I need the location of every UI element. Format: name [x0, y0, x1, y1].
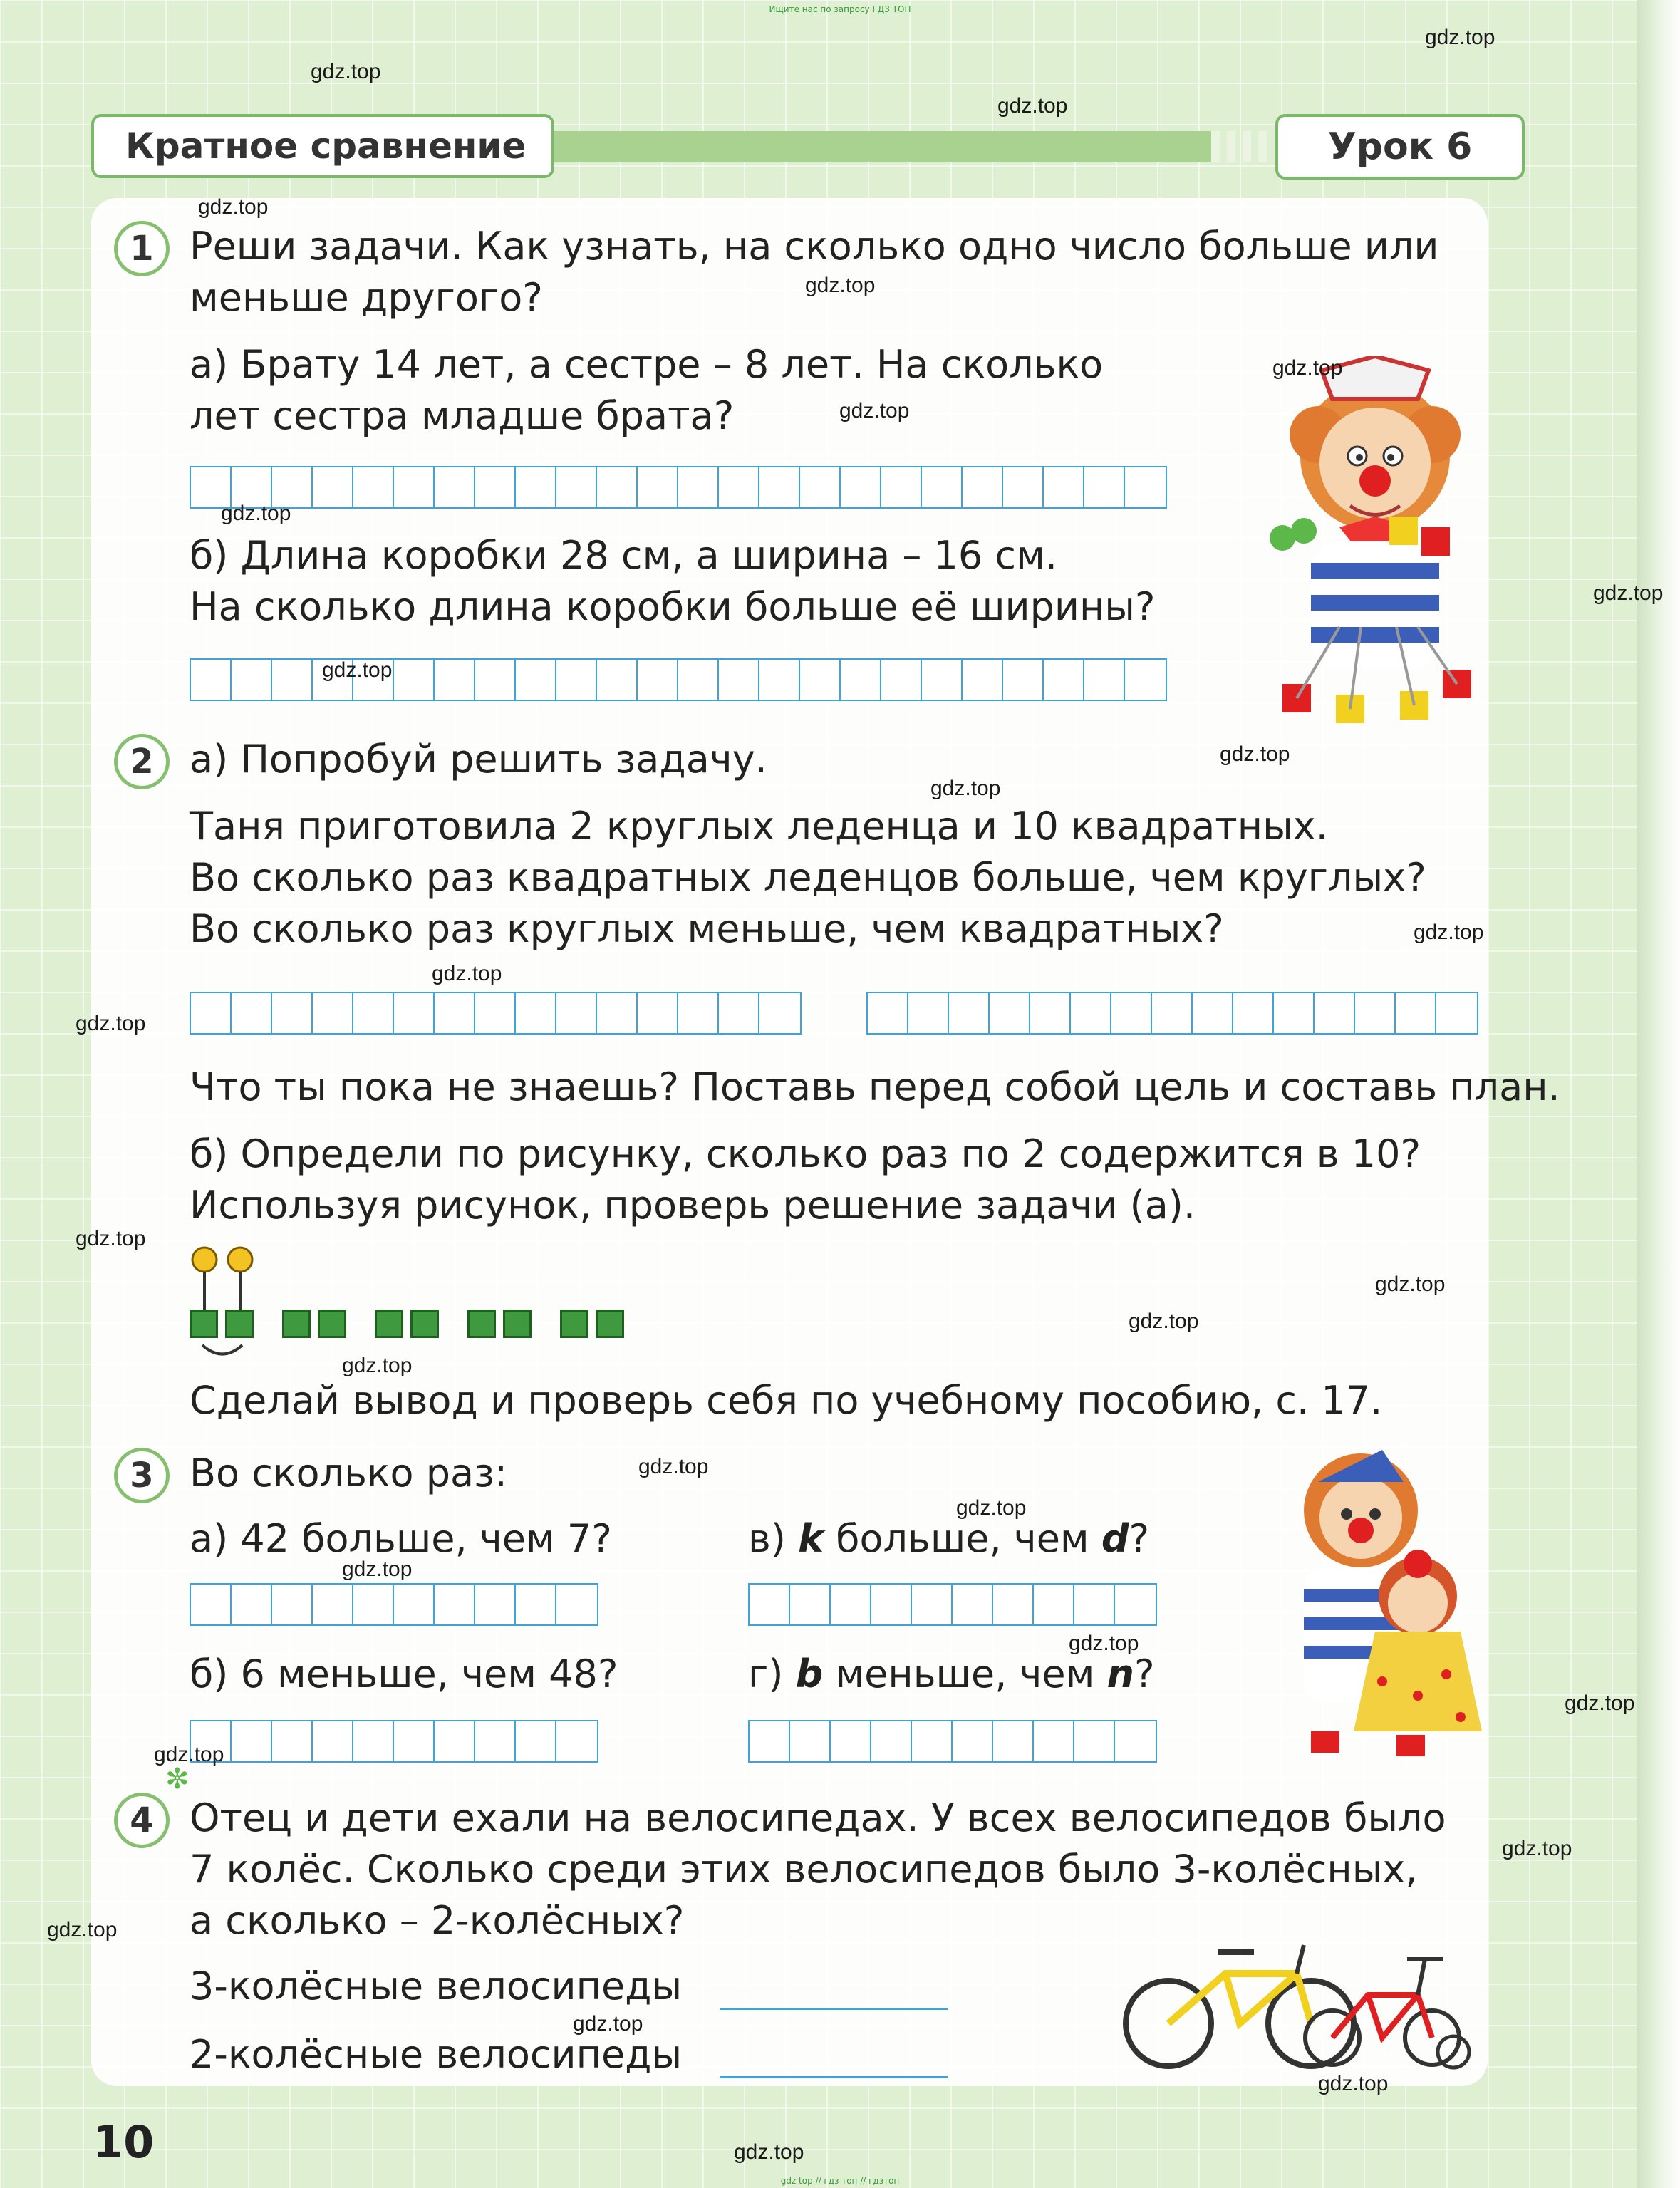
- header-stripe: [1243, 131, 1251, 162]
- page-spine: [1637, 0, 1680, 2188]
- watermark: gdz.top: [1502, 1837, 1572, 1860]
- task-number: 2: [114, 734, 170, 789]
- answer-cell[interactable]: [191, 660, 232, 700]
- answer-cell[interactable]: [871, 1585, 912, 1624]
- bicycles-illustration: [1119, 1909, 1489, 2080]
- answer-cell[interactable]: [790, 1585, 831, 1624]
- watermark: gdz.top: [76, 1227, 146, 1250]
- task1-a-text: лет сестра младше брата?: [190, 393, 735, 438]
- task-number: 4: [114, 1793, 170, 1848]
- answer-cell[interactable]: [719, 467, 759, 507]
- square-candy: [596, 1310, 624, 1338]
- answer-grid[interactable]: [190, 1720, 598, 1763]
- star-icon: ✼: [165, 1763, 190, 1795]
- answer-cell[interactable]: [1084, 467, 1125, 507]
- task2-conclusion: Сделай вывод и проверь себя по учебному пособию, с. 17.: [190, 1378, 1383, 1423]
- answer-cell[interactable]: [394, 993, 435, 1033]
- answer-cell[interactable]: [1274, 993, 1315, 1033]
- square-candy: [410, 1310, 439, 1338]
- task4-text: 7 колёс. Сколько среди этих велосипедов было 3-колёсных,: [190, 1847, 1418, 1892]
- task3-title: Во сколько раз:: [190, 1451, 508, 1495]
- answer-cell[interactable]: [1193, 993, 1233, 1033]
- answer-cell[interactable]: [313, 1585, 353, 1624]
- watermark: gdz.top: [930, 777, 1001, 800]
- header-stripe: [1258, 131, 1267, 162]
- answer-cell[interactable]: [922, 660, 963, 700]
- answer-label-two-wheel: 2-колёсные велосипеды: [190, 2032, 683, 2077]
- answer-cell[interactable]: [394, 467, 435, 507]
- watermark: gdz.top: [839, 399, 910, 422]
- watermark: gdz.top: [1414, 921, 1484, 944]
- answer-cell[interactable]: [908, 993, 949, 1033]
- answer-cell[interactable]: [719, 993, 759, 1033]
- topic-title: Кратное сравнение: [91, 114, 554, 178]
- answer-cell[interactable]: [516, 467, 556, 507]
- answer-cell[interactable]: [516, 660, 556, 700]
- answer-cell[interactable]: [759, 660, 800, 700]
- answer-cell[interactable]: [353, 1585, 394, 1624]
- answer-cell[interactable]: [1115, 1585, 1156, 1624]
- answer-cell[interactable]: [1034, 1585, 1074, 1624]
- answer-line[interactable]: [720, 2008, 948, 2010]
- watermark: gdz.top: [805, 274, 876, 297]
- task1-text: Реши задачи. Как узнать, на сколько одно число больше или: [190, 224, 1439, 269]
- answer-cell[interactable]: [313, 1721, 353, 1761]
- answer-cell[interactable]: [516, 1585, 556, 1624]
- answer-cell[interactable]: [881, 467, 922, 507]
- answer-cell[interactable]: [678, 660, 719, 700]
- answer-cell[interactable]: [475, 660, 516, 700]
- answer-cell[interactable]: [953, 1585, 993, 1624]
- watermark: gdz.top: [638, 1455, 709, 1478]
- watermark: gdz.top: [573, 2012, 643, 2036]
- answer-cell[interactable]: [831, 1721, 871, 1761]
- task1-b-text: На сколько длина коробки больше её ширины?: [190, 584, 1156, 629]
- task2-b-text: б) Определи по рисунку, сколько раз по 2 содержится в 10?: [190, 1131, 1421, 1176]
- task3-a: а) 42 больше, чем 7?: [190, 1516, 612, 1561]
- bottom-watermark: gdz top // гдз топ // гдзтоп: [780, 2176, 900, 2186]
- watermark: gdz.top: [1220, 742, 1290, 766]
- answer-cell[interactable]: [963, 660, 1003, 700]
- task2-goal-text: Что ты пока не знаешь? Поставь перед собой цель и составь план.: [190, 1064, 1560, 1109]
- answer-cell[interactable]: [597, 660, 638, 700]
- answer-cell[interactable]: [1115, 1721, 1156, 1761]
- answer-cell[interactable]: [841, 660, 881, 700]
- answer-grid[interactable]: [748, 1583, 1157, 1626]
- answer-cell[interactable]: [435, 660, 475, 700]
- watermark: gdz.top: [1129, 1310, 1199, 1333]
- answer-cell[interactable]: [871, 1721, 912, 1761]
- task3-b: б) 6 меньше, чем 48?: [190, 1652, 618, 1696]
- watermark: gdz.top: [1593, 581, 1664, 605]
- answer-cell[interactable]: [1030, 993, 1071, 1033]
- answer-cell[interactable]: [516, 993, 556, 1033]
- square-candy: [375, 1310, 403, 1338]
- answer-cell[interactable]: [435, 467, 475, 507]
- answer-cell[interactable]: [912, 1585, 953, 1624]
- answer-cell[interactable]: [1355, 993, 1396, 1033]
- answer-grid[interactable]: [866, 992, 1478, 1035]
- answer-cell[interactable]: [272, 1585, 313, 1624]
- square-candy: [503, 1310, 532, 1338]
- watermark: gdz.top: [198, 195, 269, 219]
- round-candies: [187, 1245, 258, 1359]
- task3-v: в) k больше, чем d?: [748, 1516, 1150, 1561]
- answer-cell[interactable]: [1044, 660, 1084, 700]
- answer-cell[interactable]: [1125, 660, 1166, 700]
- watermark: gdz.top: [76, 1012, 146, 1035]
- answer-cell[interactable]: [475, 1721, 516, 1761]
- variable-b: b: [795, 1652, 824, 1696]
- answer-cell[interactable]: [922, 467, 963, 507]
- answer-cell[interactable]: [638, 467, 678, 507]
- watermark: gdz.top: [342, 1354, 413, 1377]
- watermark: gdz.top: [956, 1496, 1027, 1520]
- answer-line[interactable]: [720, 2076, 948, 2078]
- answer-cell[interactable]: [949, 993, 990, 1033]
- answer-cell[interactable]: [912, 1721, 953, 1761]
- task4-text: Отец и дети ехали на велосипедах. У всех велосипедов было: [190, 1795, 1446, 1840]
- answer-cell[interactable]: [475, 1585, 516, 1624]
- watermark: gdz.top: [997, 94, 1068, 118]
- answer-cell[interactable]: [191, 993, 232, 1033]
- variable-n: n: [1106, 1652, 1134, 1696]
- watermark: gdz.top: [734, 2140, 804, 2164]
- answer-cell[interactable]: [868, 993, 908, 1033]
- answer-cell[interactable]: [678, 467, 719, 507]
- answer-cell[interactable]: [232, 993, 272, 1033]
- answer-cell[interactable]: [475, 467, 516, 507]
- answer-cell[interactable]: [1003, 467, 1044, 507]
- answer-cell[interactable]: [1074, 1721, 1115, 1761]
- answer-cell[interactable]: [435, 993, 475, 1033]
- lesson-label: Урок 6: [1275, 114, 1525, 180]
- header-stripe: [1227, 131, 1235, 162]
- watermark: gdz.top: [1425, 26, 1495, 49]
- answer-cell[interactable]: [556, 1721, 597, 1761]
- answer-label-three-wheel: 3-колёсные велосипеды: [190, 1964, 683, 2008]
- answer-cell[interactable]: [1396, 993, 1436, 1033]
- watermark: gdz.top: [311, 60, 381, 83]
- answer-grid[interactable]: [190, 992, 802, 1035]
- answer-cell[interactable]: [790, 1721, 831, 1761]
- answer-cell[interactable]: [191, 1585, 232, 1624]
- answer-cell[interactable]: [750, 1721, 790, 1761]
- answer-cell[interactable]: [1436, 993, 1477, 1033]
- answer-cell[interactable]: [1074, 1585, 1115, 1624]
- answer-cell[interactable]: [1125, 467, 1166, 507]
- answer-cell[interactable]: [993, 1721, 1034, 1761]
- watermark: gdz.top: [1318, 2072, 1389, 2095]
- task-number: 1: [114, 221, 170, 276]
- square-candy: [282, 1310, 311, 1338]
- watermark: gdz.top: [1069, 1632, 1139, 1655]
- task1-text: меньше другого?: [190, 275, 543, 320]
- answer-cell[interactable]: [394, 1721, 435, 1761]
- answer-cell[interactable]: [394, 1585, 435, 1624]
- answer-cell[interactable]: [597, 467, 638, 507]
- answer-cell[interactable]: [556, 660, 597, 700]
- answer-cell[interactable]: [1003, 660, 1044, 700]
- watermark: gdz.top: [221, 502, 291, 525]
- watermark: gdz.top: [1375, 1272, 1446, 1296]
- task3-g: г) b меньше, чем n?: [748, 1652, 1155, 1696]
- answer-cell[interactable]: [394, 660, 435, 700]
- watermark: gdz.top: [322, 658, 393, 682]
- answer-cell[interactable]: [1034, 1721, 1074, 1761]
- task2-text: Во сколько раз квадратных леденцов больше, чем круглых?: [190, 855, 1426, 900]
- watermark: gdz.top: [1565, 1691, 1635, 1715]
- square-candy: [190, 1310, 218, 1338]
- task4-text: а сколько – 2-колёсных?: [190, 1898, 685, 1943]
- answer-cell[interactable]: [353, 1721, 394, 1761]
- square-candy: [560, 1310, 588, 1338]
- answer-cell[interactable]: [759, 467, 800, 507]
- square-candy: [467, 1310, 496, 1338]
- answer-cell[interactable]: [272, 993, 313, 1033]
- answer-cell[interactable]: [638, 660, 678, 700]
- task1-a-text: а) Брату 14 лет, а сестре – 8 лет. На сколько: [190, 342, 1104, 387]
- answer-cell[interactable]: [272, 660, 313, 700]
- answer-cell[interactable]: [232, 1721, 272, 1761]
- answer-cell[interactable]: [313, 467, 353, 507]
- answer-cell[interactable]: [232, 660, 272, 700]
- answer-cell[interactable]: [831, 1585, 871, 1624]
- page-number: 10: [93, 2116, 155, 2168]
- task-number: 3: [114, 1448, 170, 1503]
- answer-cell[interactable]: [516, 1721, 556, 1761]
- header-bar: [549, 131, 1211, 162]
- answer-cell[interactable]: [1044, 467, 1084, 507]
- answer-cell[interactable]: [435, 1585, 475, 1624]
- answer-grid[interactable]: [748, 1720, 1157, 1763]
- answer-cell[interactable]: [759, 993, 800, 1033]
- answer-cell[interactable]: [556, 467, 597, 507]
- top-watermark: Ищите нас по запросу ГДЗ ТОП: [769, 4, 911, 14]
- answer-grid[interactable]: [190, 466, 1167, 509]
- answer-cell[interactable]: [953, 1721, 993, 1761]
- watermark: gdz.top: [432, 962, 502, 985]
- answer-grid[interactable]: [190, 1583, 598, 1626]
- answer-cell[interactable]: [556, 993, 597, 1033]
- answer-cell[interactable]: [1071, 993, 1111, 1033]
- answer-cell[interactable]: [800, 467, 841, 507]
- answer-cell[interactable]: [719, 660, 759, 700]
- watermark: gdz.top: [1272, 356, 1343, 380]
- answer-cell[interactable]: [1152, 993, 1193, 1033]
- answer-cell[interactable]: [963, 467, 1003, 507]
- clown-illustration: [1254, 356, 1496, 734]
- answer-cell[interactable]: [1084, 660, 1125, 700]
- watermark: gdz.top: [342, 1557, 413, 1581]
- answer-cell[interactable]: [272, 1721, 313, 1761]
- answer-cell[interactable]: [990, 993, 1030, 1033]
- task2-text: Таня приготовила 2 круглых леденца и 10 квадратных.: [190, 804, 1328, 849]
- clown-and-girl-illustration: [1275, 1446, 1489, 1760]
- answer-cell[interactable]: [1111, 993, 1152, 1033]
- answer-cell[interactable]: [435, 1721, 475, 1761]
- square-candy: [318, 1310, 346, 1338]
- answer-cell[interactable]: [993, 1585, 1034, 1624]
- answer-cell[interactable]: [475, 993, 516, 1033]
- answer-cell[interactable]: [638, 993, 678, 1033]
- answer-cell[interactable]: [597, 993, 638, 1033]
- answer-cell[interactable]: [841, 467, 881, 507]
- answer-cell[interactable]: [750, 1585, 790, 1624]
- answer-cell[interactable]: [313, 993, 353, 1033]
- task2-b-text: Используя рисунок, проверь решение задачи (а).: [190, 1183, 1196, 1228]
- answer-cell[interactable]: [800, 660, 841, 700]
- answer-cell[interactable]: [1315, 993, 1355, 1033]
- answer-cell[interactable]: [1233, 993, 1274, 1033]
- watermark: gdz.top: [154, 1743, 224, 1766]
- task2-a-title: а) Попробуй решить задачу.: [190, 737, 767, 782]
- answer-cell[interactable]: [232, 1585, 272, 1624]
- variable-d: d: [1101, 1516, 1129, 1561]
- task2-text: Во сколько раз круглых меньше, чем квадратных?: [190, 906, 1224, 951]
- answer-cell[interactable]: [353, 467, 394, 507]
- answer-cell[interactable]: [678, 993, 719, 1033]
- header-stripe: [1211, 131, 1220, 162]
- variable-k: k: [798, 1516, 824, 1561]
- answer-cell[interactable]: [556, 1585, 597, 1624]
- answer-cell[interactable]: [881, 660, 922, 700]
- answer-cell[interactable]: [353, 993, 394, 1033]
- watermark: gdz.top: [47, 1918, 118, 1941]
- task1-b-text: б) Длина коробки 28 см, а ширина – 16 см.: [190, 533, 1058, 578]
- square-candy: [225, 1310, 254, 1338]
